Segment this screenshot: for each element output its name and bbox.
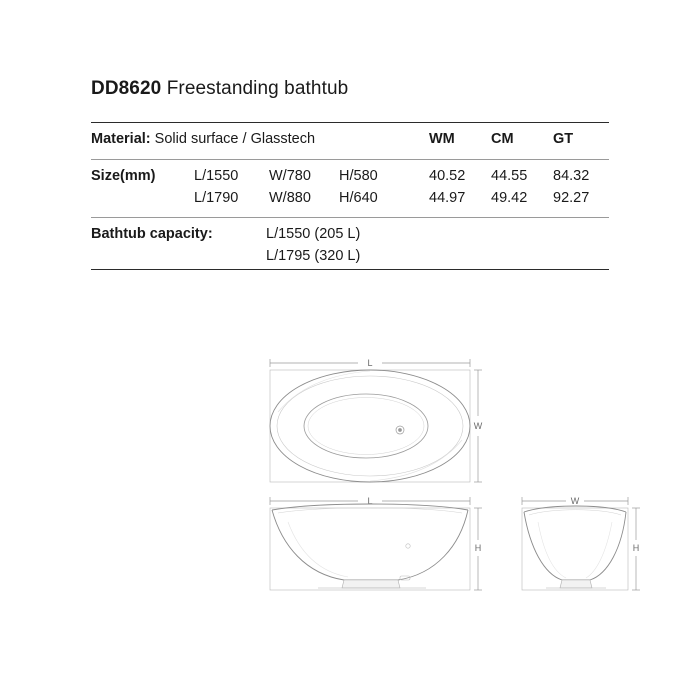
size-wm-2: 44.97 xyxy=(429,190,466,206)
capacity-value-1: L/1550 (205 L) xyxy=(266,226,361,242)
size-height-1: H/580 xyxy=(339,168,378,184)
size-height-2: H/640 xyxy=(339,190,378,206)
table-row xyxy=(91,168,609,216)
size-width-2: W/880 xyxy=(269,190,311,206)
table-rule-size xyxy=(91,217,609,218)
size-length-1: L/1550 xyxy=(194,168,239,184)
product-code: DD8620 xyxy=(91,78,162,99)
size-cm-1: 44.55 xyxy=(491,168,528,184)
column-header-wm: WM xyxy=(429,131,455,147)
svg-text:H: H xyxy=(632,543,640,553)
size-gt-2: 92.27 xyxy=(553,190,590,206)
drawing-front-view xyxy=(522,496,640,590)
table-rule-material xyxy=(91,159,609,160)
size-label: Size(mm) xyxy=(91,168,156,184)
product-name: Freestanding bathtub xyxy=(166,78,349,99)
svg-text:L: L xyxy=(367,358,373,368)
material-cell xyxy=(91,131,315,147)
capacity-label: Bathtub capacity: xyxy=(91,226,213,242)
svg-text:W: W xyxy=(473,421,483,431)
size-length-2: L/1790 xyxy=(194,190,239,206)
drawing-side-view xyxy=(270,496,482,590)
material-value: Solid surface / Glasstech xyxy=(154,131,316,147)
table-row xyxy=(91,226,609,270)
table-rule-top xyxy=(91,122,609,123)
size-cm-2: 49.42 xyxy=(491,190,528,206)
table-row xyxy=(91,131,609,159)
drawing-top-view xyxy=(270,358,483,482)
size-gt-1: 84.32 xyxy=(553,168,590,184)
svg-text:L: L xyxy=(367,496,373,506)
svg-text:W: W xyxy=(570,496,580,506)
column-header-cm: CM xyxy=(491,131,514,147)
svg-text:H: H xyxy=(474,543,482,553)
size-wm-1: 40.52 xyxy=(429,168,466,184)
material-label: Material: xyxy=(91,131,151,147)
column-header-gt: GT xyxy=(553,131,574,147)
technical-drawings xyxy=(248,350,668,630)
page-title xyxy=(91,78,348,100)
size-width-1: W/780 xyxy=(269,168,311,184)
capacity-value-2: L/1795 (320 L) xyxy=(266,248,361,264)
